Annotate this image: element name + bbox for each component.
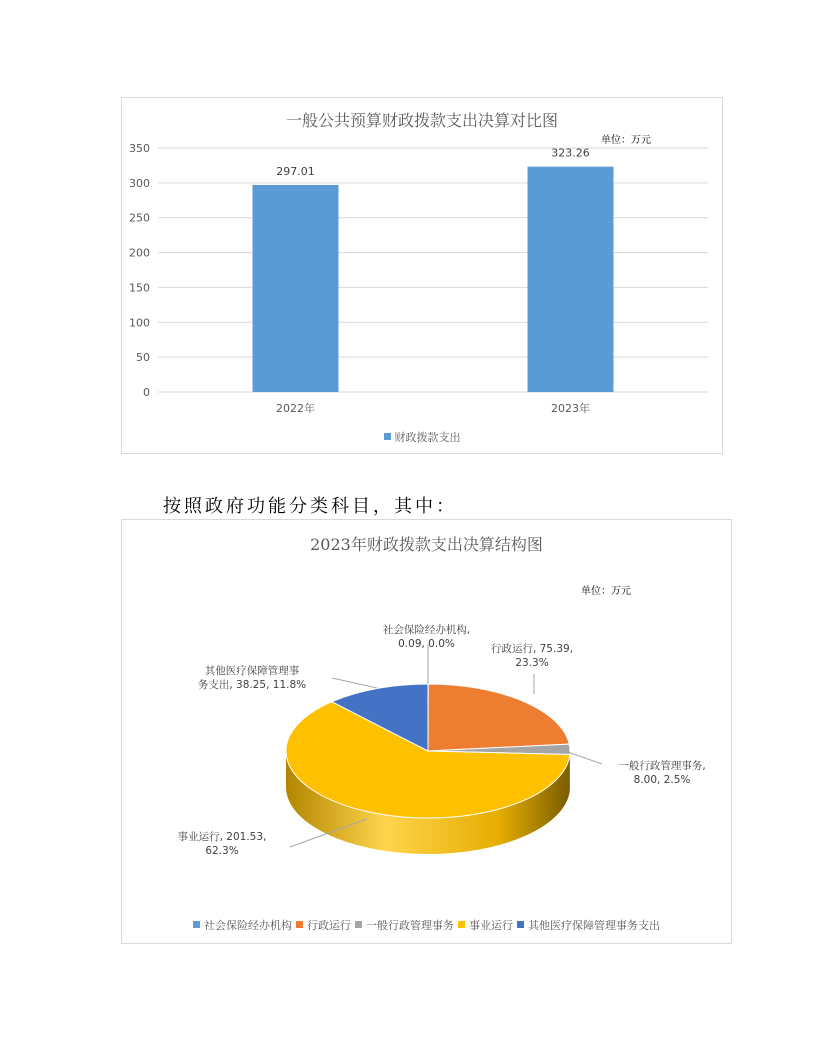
bar <box>253 185 339 392</box>
legend-label: 行政运行 <box>307 919 351 932</box>
legend-swatch <box>458 921 465 928</box>
pie-data-label-line: 23.3% <box>515 657 549 669</box>
bar-chart-plot <box>122 98 722 418</box>
y-tick-label: 250 <box>129 211 150 225</box>
bar-chart-unit-label: 单位：万元 <box>601 135 651 146</box>
legend-swatch <box>193 921 200 928</box>
x-tick-label: 2023年 <box>551 402 590 415</box>
pie-data-label <box>592 759 732 787</box>
legend-swatch <box>296 921 303 928</box>
legend-label: 财政拨款支出 <box>394 431 461 444</box>
bar <box>528 167 614 392</box>
y-tick-label: 100 <box>129 316 150 330</box>
legend-item <box>517 917 660 933</box>
pie-chart-unit-label: 单位：万元 <box>581 586 631 597</box>
x-tick-label: 2022年 <box>276 402 315 415</box>
y-tick-label: 0 <box>143 386 150 399</box>
legend-swatch <box>384 433 391 440</box>
y-tick-label: 50 <box>136 351 150 365</box>
pie-data-label-line: 0.09, 0.0% <box>398 638 455 650</box>
legend-label: 一般行政管理事务 <box>366 919 454 932</box>
pie-data-label-line: 其他医疗保障管理事 <box>204 665 300 677</box>
y-tick-label: 150 <box>129 281 150 295</box>
y-tick-label: 350 <box>129 142 150 155</box>
bar-chart-title: 一般公共预算财政拨款支出决算对比图 <box>285 111 558 130</box>
pie-chart-title: 2023年财政拨款支出决算结构图 <box>310 535 543 554</box>
pie-data-label-line: 事业运行, 201.53, <box>177 831 267 843</box>
legend-item <box>355 917 454 933</box>
y-tick-label: 300 <box>129 176 150 190</box>
legend-label: 社会保险经办机构 <box>204 919 292 932</box>
legend-item <box>458 917 513 933</box>
pie-data-label-line: 务支出, 38.25, 11.8% <box>197 679 307 691</box>
pie-chart-legend <box>122 917 731 933</box>
legend-item <box>193 917 292 933</box>
legend-label: 事业运行 <box>469 919 513 932</box>
pie-data-label <box>172 664 332 692</box>
bar-chart-frame <box>121 97 723 454</box>
pie-data-label <box>122 623 731 651</box>
legend-swatch <box>355 921 362 928</box>
legend-swatch <box>517 921 524 928</box>
pie-data-label-line: 社会保险经办机构, <box>382 624 471 636</box>
legend-item-fiscal-expenditure <box>384 429 461 445</box>
pie-data-label <box>472 642 592 670</box>
pie-data-label <box>147 830 297 858</box>
bar-data-label: 323.26 <box>551 146 590 160</box>
legend-label: 其他医疗保障管理事务支出 <box>528 919 660 932</box>
legend-item <box>296 917 351 933</box>
pie-data-label-line: 62.3% <box>205 845 239 857</box>
pie-chart-frame <box>121 519 732 944</box>
pie-data-label-line: 一般行政管理事务, <box>618 760 706 772</box>
pie-data-label-line: 行政运行, 75.39, <box>490 643 574 655</box>
pie-leader-line <box>332 678 377 688</box>
section-intro-text: 按照政府功能分类科目，其中： <box>163 496 457 517</box>
pie-data-label-line: 8.00, 2.5% <box>633 774 691 786</box>
bar-chart-legend <box>122 429 722 445</box>
bar-data-label: 297.01 <box>276 164 315 178</box>
pie-slice <box>428 684 569 751</box>
y-tick-label: 200 <box>129 246 150 260</box>
